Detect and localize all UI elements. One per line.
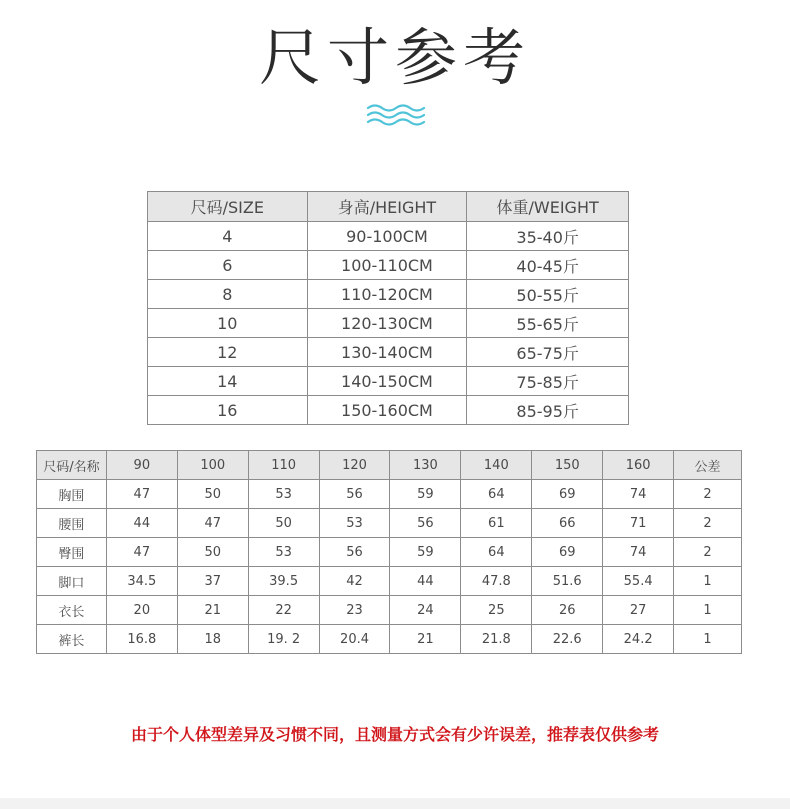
table-row — [37, 538, 742, 567]
table-cell: 71 — [603, 509, 674, 538]
table-row — [37, 567, 742, 596]
header-size: 90 — [106, 451, 177, 480]
table-cell: 26 — [532, 596, 603, 625]
height-cell: 120-130CM — [307, 309, 467, 338]
size-cell: 14 — [148, 367, 308, 396]
table-row — [37, 509, 742, 538]
row-label: 臀围 — [37, 538, 107, 567]
table-cell: 42 — [319, 567, 390, 596]
table-cell: 44 — [390, 567, 461, 596]
size-cell: 6 — [148, 251, 308, 280]
size-cell: 8 — [148, 280, 308, 309]
table-cell: 21 — [177, 596, 248, 625]
table-cell: 64 — [461, 538, 532, 567]
header-size: 150 — [532, 451, 603, 480]
header-size: 160 — [603, 451, 674, 480]
size-header-height: 身高/HEIGHT — [307, 192, 467, 222]
header-size: 100 — [177, 451, 248, 480]
table-cell: 24 — [390, 596, 461, 625]
size-header-size: 尺码/SIZE — [148, 192, 308, 222]
table-cell: 22 — [248, 596, 319, 625]
page-title: 尺寸参考 — [258, 21, 531, 94]
measurement-table-header — [37, 451, 742, 480]
table-row — [37, 625, 742, 654]
table-cell: 44 — [106, 509, 177, 538]
table-cell: 21 — [390, 625, 461, 654]
table-row — [148, 280, 629, 309]
header-tolerance: 公差 — [674, 451, 742, 480]
table-cell: 2 — [674, 509, 742, 538]
size-cell: 10 — [148, 309, 308, 338]
table-cell: 59 — [390, 538, 461, 567]
table-cell: 34.5 — [106, 567, 177, 596]
table-cell: 66 — [532, 509, 603, 538]
table-row — [148, 309, 629, 338]
table-cell: 64 — [461, 480, 532, 509]
table-cell: 22.6 — [532, 625, 603, 654]
table-cell: 47 — [106, 538, 177, 567]
table-row — [148, 222, 629, 251]
table-cell: 19. 2 — [248, 625, 319, 654]
table-cell: 23 — [319, 596, 390, 625]
row-label: 腰围 — [37, 509, 107, 538]
table-cell: 53 — [248, 480, 319, 509]
table-row — [148, 367, 629, 396]
size-cell: 12 — [148, 338, 308, 367]
row-label: 脚口 — [37, 567, 107, 596]
header-size: 130 — [390, 451, 461, 480]
table-cell: 1 — [674, 567, 742, 596]
bottom-divider — [0, 798, 790, 809]
weight-cell: 50-55斤 — [467, 280, 629, 309]
table-cell: 24.2 — [603, 625, 674, 654]
height-cell: 110-120CM — [307, 280, 467, 309]
table-cell: 61 — [461, 509, 532, 538]
size-table — [147, 191, 629, 425]
table-cell: 50 — [248, 509, 319, 538]
table-cell: 27 — [603, 596, 674, 625]
header-size: 120 — [319, 451, 390, 480]
table-row — [148, 396, 629, 425]
table-cell: 2 — [674, 480, 742, 509]
size-cell: 16 — [148, 396, 308, 425]
table-cell: 1 — [674, 625, 742, 654]
table-cell: 25 — [461, 596, 532, 625]
table-cell: 1 — [674, 596, 742, 625]
wave-icon — [366, 100, 426, 130]
table-cell: 69 — [532, 538, 603, 567]
table-row — [148, 338, 629, 367]
height-cell: 130-140CM — [307, 338, 467, 367]
size-header-weight: 体重/WEIGHT — [467, 192, 629, 222]
weight-cell: 40-45斤 — [467, 251, 629, 280]
row-label: 胸围 — [37, 480, 107, 509]
header-size: 110 — [248, 451, 319, 480]
weight-cell: 75-85斤 — [467, 367, 629, 396]
height-cell: 150-160CM — [307, 396, 467, 425]
table-cell: 55.4 — [603, 567, 674, 596]
table-row — [37, 596, 742, 625]
table-cell: 53 — [248, 538, 319, 567]
table-row — [37, 480, 742, 509]
table-cell: 51.6 — [532, 567, 603, 596]
table-cell: 56 — [319, 480, 390, 509]
size-table-header — [148, 192, 629, 222]
row-label: 裤长 — [37, 625, 107, 654]
row-label: 衣长 — [37, 596, 107, 625]
height-cell: 100-110CM — [307, 251, 467, 280]
table-cell: 47.8 — [461, 567, 532, 596]
weight-cell: 55-65斤 — [467, 309, 629, 338]
table-cell: 69 — [532, 480, 603, 509]
table-cell: 18 — [177, 625, 248, 654]
table-cell: 21.8 — [461, 625, 532, 654]
weight-cell: 65-75斤 — [467, 338, 629, 367]
table-cell: 59 — [390, 480, 461, 509]
header-size-name: 尺码/名称 — [37, 451, 107, 480]
table-cell: 37 — [177, 567, 248, 596]
table-cell: 53 — [319, 509, 390, 538]
weight-cell: 85-95斤 — [467, 396, 629, 425]
table-cell: 50 — [177, 538, 248, 567]
weight-cell: 35-40斤 — [467, 222, 629, 251]
height-cell: 140-150CM — [307, 367, 467, 396]
table-cell: 16.8 — [106, 625, 177, 654]
table-cell: 50 — [177, 480, 248, 509]
table-cell: 47 — [106, 480, 177, 509]
table-cell: 47 — [177, 509, 248, 538]
table-row — [148, 251, 629, 280]
table-cell: 74 — [603, 538, 674, 567]
table-cell: 2 — [674, 538, 742, 567]
table-cell: 56 — [390, 509, 461, 538]
table-cell: 20.4 — [319, 625, 390, 654]
header-size: 140 — [461, 451, 532, 480]
disclaimer-note: 由于个人体型差异及习惯不同，且测量方式会有少许误差，推荐表仅供参考 — [130, 725, 659, 744]
measurement-table — [36, 450, 742, 654]
table-cell: 74 — [603, 480, 674, 509]
table-cell: 39.5 — [248, 567, 319, 596]
table-cell: 20 — [106, 596, 177, 625]
height-cell: 90-100CM — [307, 222, 467, 251]
table-cell: 56 — [319, 538, 390, 567]
size-cell: 4 — [148, 222, 308, 251]
